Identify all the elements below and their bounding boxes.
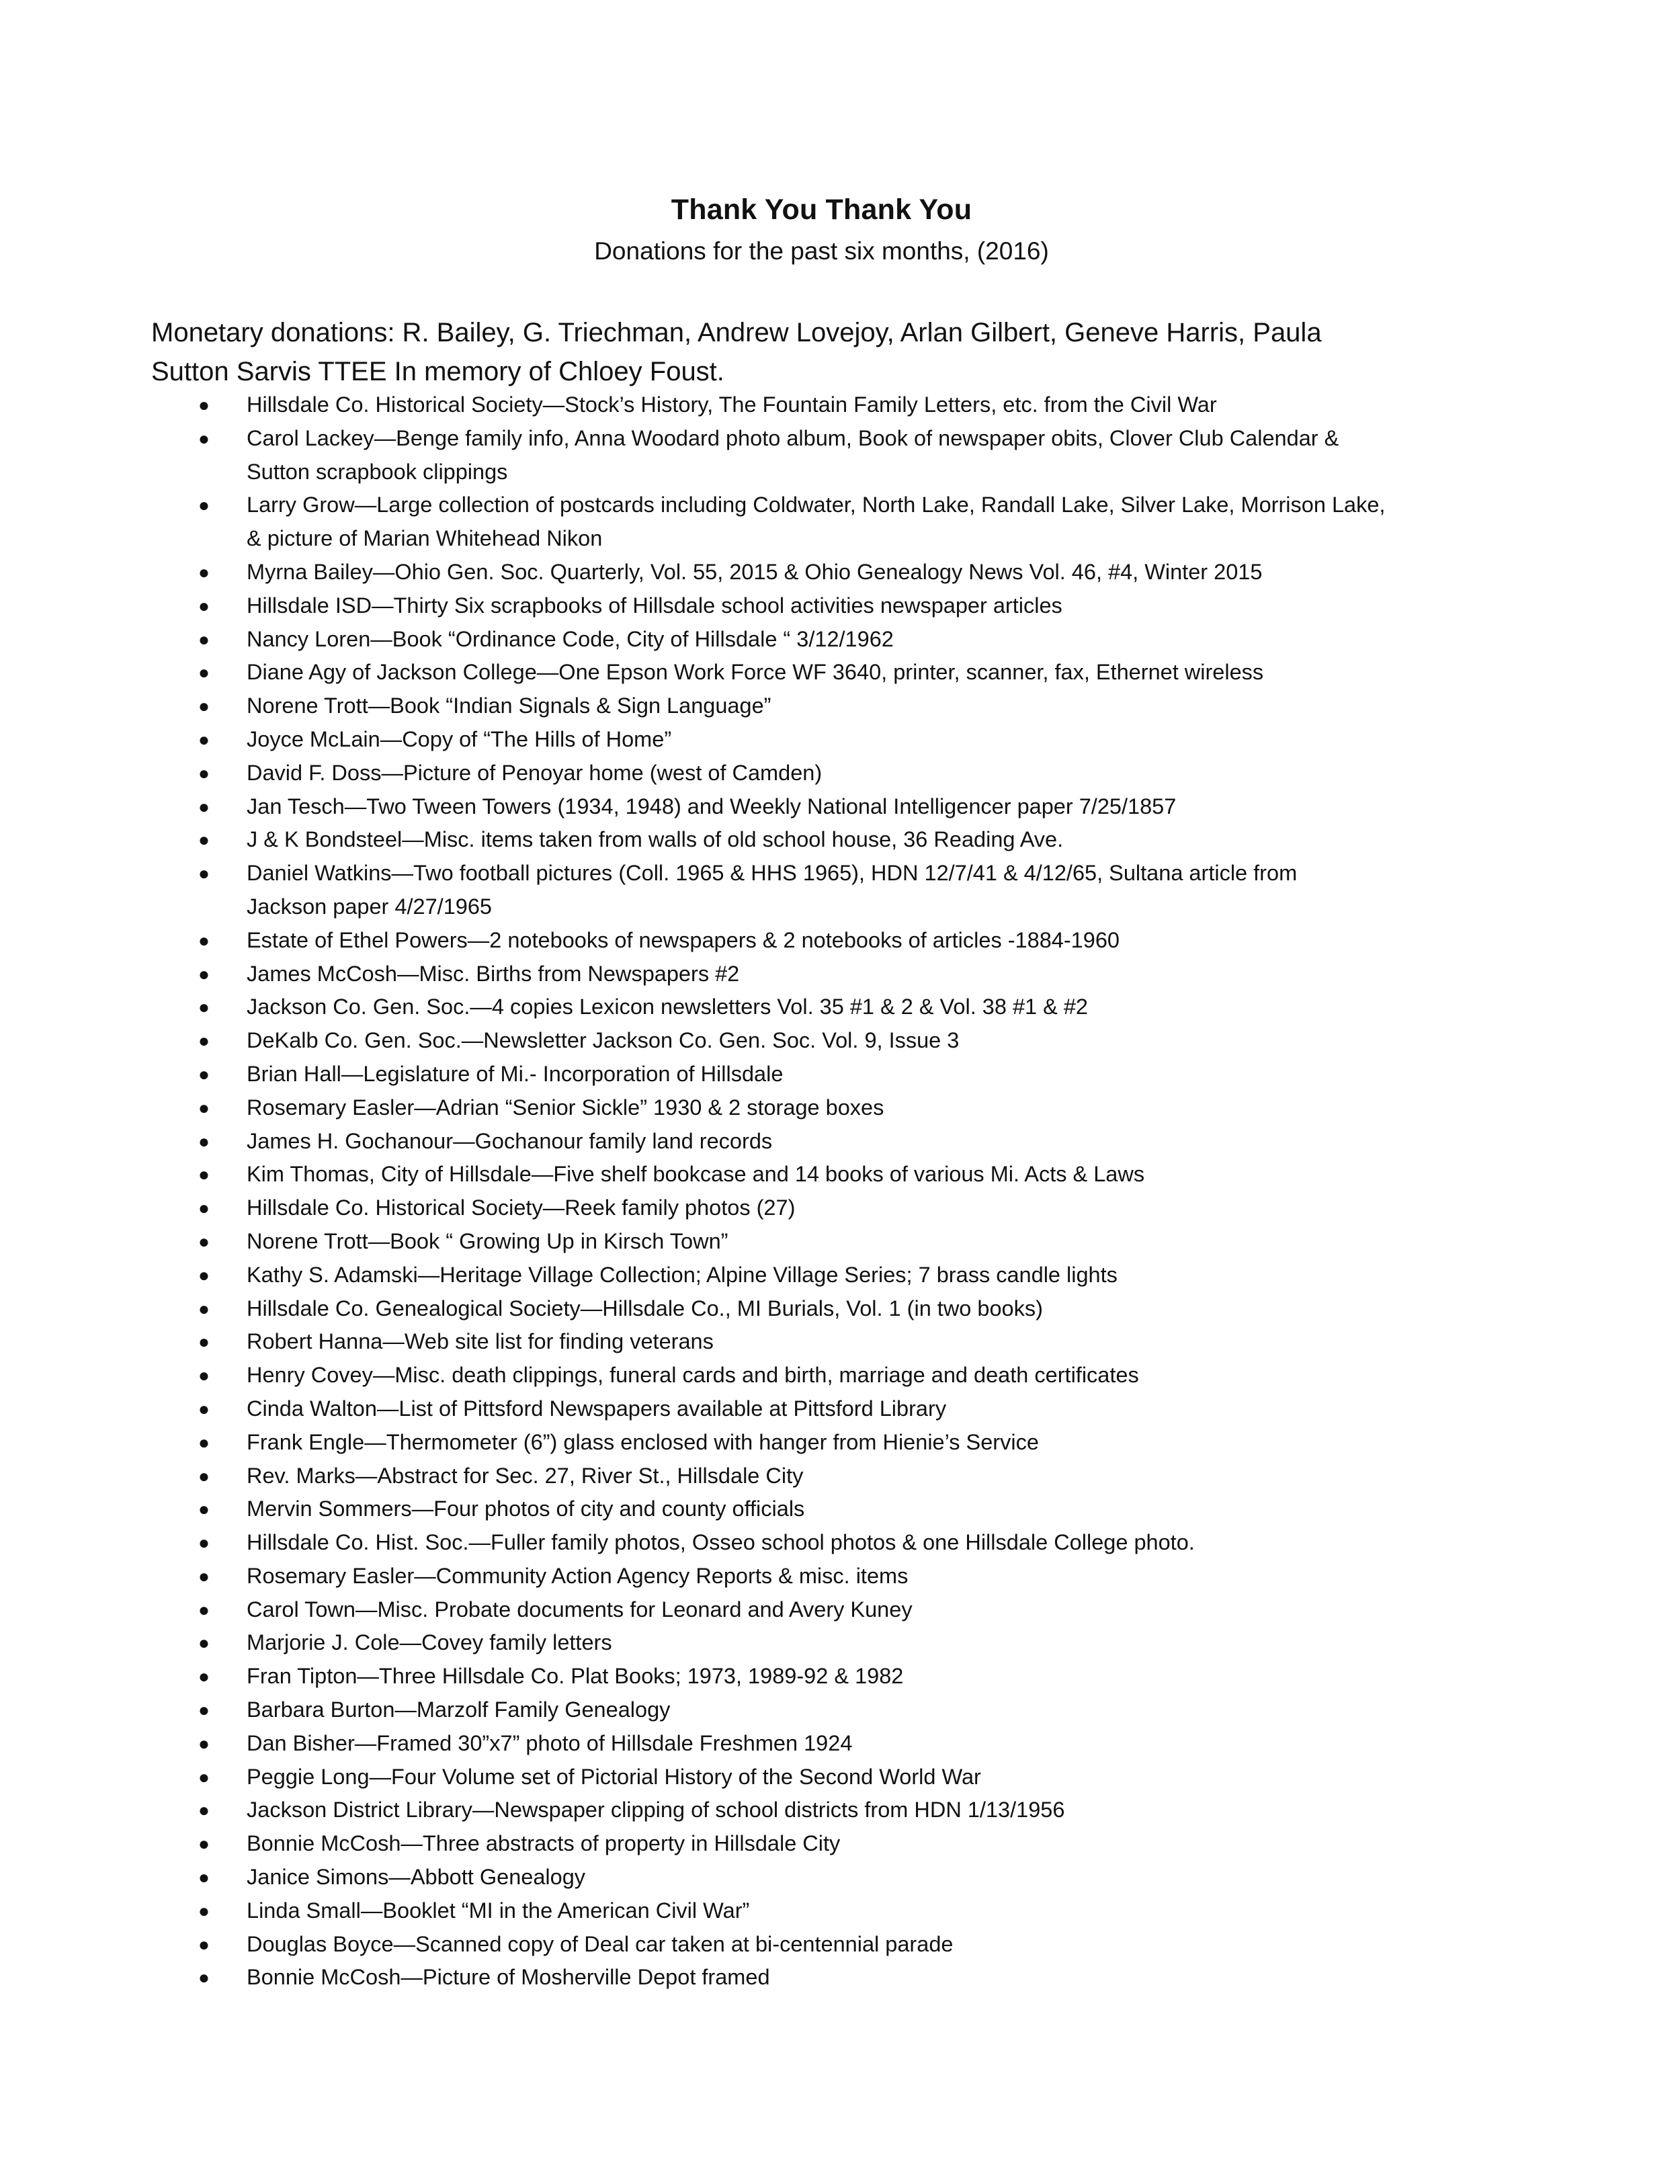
bullet-icon: ● — [198, 427, 210, 449]
list-item — [0, 689, 1510, 723]
list-item — [0, 1359, 1510, 1392]
bullet-icon: ● — [198, 1063, 210, 1085]
list-item — [0, 422, 1510, 489]
list-item-text: Hillsdale Co. Historical Society—Reek family photos (27) — [247, 1195, 796, 1220]
list-item-text: Robert Hanna—Web site list for finding veterans — [247, 1329, 714, 1354]
monetary-donations-paragraph — [151, 313, 1515, 391]
bullet-icon: ● — [198, 1398, 210, 1419]
list-item — [0, 656, 1510, 689]
list-item — [0, 857, 1510, 924]
list-item-text: Cinda Walton—List of Pittsford Newspapers available at Pittsford Library — [247, 1396, 947, 1421]
bullet-icon: ● — [198, 1298, 210, 1319]
list-item-text: Sutton scrapbook clippings — [247, 459, 508, 484]
bullet-icon: ● — [198, 662, 210, 683]
list-item-text: Diane Agy of Jackson College—One Epson Work Force WF 3640, printer, scanner, fax, Ethernet wireless — [247, 660, 1264, 685]
bullet-icon: ● — [198, 595, 210, 616]
list-item — [0, 1560, 1510, 1593]
bullet-icon: ● — [198, 1532, 210, 1554]
bullet-icon: ● — [198, 495, 210, 516]
list-item-text: Dan Bisher—Framed 30”x7” photo of Hillsdale Freshmen 1924 — [247, 1730, 853, 1755]
list-item-text: Janice Simons—Abbott Genealogy — [247, 1865, 586, 1890]
bullet-icon: ● — [198, 963, 210, 984]
page-title: Thank You Thank You — [671, 194, 972, 226]
bullet-icon: ● — [198, 1800, 210, 1821]
list-item-text: Marjorie J. Cole—Covey family letters — [247, 1630, 612, 1655]
list-item — [0, 623, 1510, 657]
list-item-text: Brian Hall—Legislature of Mi.- Incorporation of Hillsdale — [247, 1061, 784, 1086]
bullet-icon: ● — [198, 929, 210, 951]
list-item — [0, 1727, 1510, 1761]
list-item-text: Carol Town—Misc. Probate documents for Leonard and Avery Kuney — [247, 1597, 913, 1622]
bullet-icon: ● — [198, 1599, 210, 1620]
list-item-text: Hillsdale Co. Genealogical Society—Hillsdale Co., MI Burials, Vol. 1 (in two books) — [247, 1296, 1043, 1320]
list-item-text: Rosemary Easler—Adrian “Senior Sickle” 1930 & 2 storage boxes — [247, 1095, 884, 1120]
bullet-icon: ● — [198, 1097, 210, 1118]
bullet-icon: ● — [198, 1465, 210, 1486]
bullet-icon: ● — [198, 1900, 210, 1921]
list-item-text: Joyce McLain—Copy of “The Hills of Home” — [247, 726, 672, 751]
list-item — [0, 1961, 1510, 1994]
list-item — [0, 589, 1510, 623]
list-item — [0, 489, 1510, 556]
bullet-icon: ● — [198, 1499, 210, 1520]
bullet-icon: ● — [198, 1632, 210, 1654]
list-item — [0, 1158, 1510, 1191]
list-item-text: Henry Covey—Misc. death clippings, funeral cards and birth, marriage and death certificates — [247, 1363, 1139, 1388]
list-item — [0, 1024, 1510, 1058]
bullet-icon: ● — [198, 1331, 210, 1353]
bullet-icon: ● — [198, 628, 210, 650]
bullet-icon: ● — [198, 1933, 210, 1955]
page-subtitle: Donations for the past six months, (2016) — [594, 237, 1049, 265]
list-item-text: David F. Doss—Picture of Penoyar home (west of Camden) — [247, 760, 823, 785]
list-item-text: Larry Grow—Large collection of postcards including Coldwater, North Lake, Randall Lake, Silver Lake, Morrison Lake, — [247, 493, 1386, 517]
list-item-text: Rosemary Easler—Community Action Agency Reports & misc. items — [247, 1563, 909, 1588]
list-item-text: Peggie Long—Four Volume set of Pictorial History of the Second World War — [247, 1764, 981, 1789]
bullet-icon: ● — [198, 1264, 210, 1286]
list-item — [0, 388, 1510, 422]
list-item-text: Jackson Co. Gen. Soc.—4 copies Lexicon newsletters Vol. 35 #1 & 2 & Vol. 38 #1 & #2 — [247, 995, 1088, 1019]
list-item — [0, 1392, 1510, 1426]
bullet-icon: ● — [198, 1699, 210, 1721]
list-item-text: Rev. Marks—Abstract for Sec. 27, River St., Hillsdale City — [247, 1463, 804, 1488]
bullet-icon: ● — [198, 762, 210, 784]
bullet-icon: ● — [198, 1130, 210, 1152]
bullet-icon: ● — [198, 561, 210, 583]
list-item — [0, 1593, 1510, 1627]
bullet-icon: ● — [198, 1967, 210, 1988]
list-item-text: James McCosh—Misc. Births from Newspapers #2 — [247, 961, 740, 986]
list-item — [0, 823, 1510, 857]
list-item — [0, 1493, 1510, 1526]
list-item-text: Estate of Ethel Powers—2 notebooks of newspapers & 2 notebooks of articles -1884-1960 — [247, 927, 1120, 952]
list-item — [0, 1794, 1510, 1827]
bullet-icon: ● — [198, 1565, 210, 1587]
bullet-icon: ● — [198, 863, 210, 884]
list-item-text: Barbara Burton—Marzolf Family Genealogy — [247, 1697, 671, 1722]
list-item-text: Mervin Sommers—Four photos of city and county officials — [247, 1497, 805, 1521]
list-item-text: Linda Small—Booklet “MI in the American Civil War” — [247, 1898, 750, 1923]
list-item — [0, 1693, 1510, 1727]
list-item-text: Frank Engle—Thermometer (6”) glass enclosed with hanger from Hienie’s Service — [247, 1429, 1039, 1454]
bullet-icon: ● — [198, 1230, 210, 1252]
bullet-icon: ● — [198, 829, 210, 851]
list-item-text: Daniel Watkins—Two football pictures (Coll. 1965 & HHS 1965), HDN 12/7/41 & 4/12/65, Sultana article from — [247, 861, 1298, 886]
list-item-text: Nancy Loren—Book “Ordinance Code, City of Hillsdale “ 3/12/1962 — [247, 626, 894, 651]
list-item-text: Bonnie McCosh—Picture of Mosherville Depot framed — [247, 1965, 770, 1990]
list-item — [0, 1058, 1510, 1091]
list-item — [0, 1827, 1510, 1861]
list-item — [0, 723, 1510, 757]
bullet-icon: ● — [198, 1867, 210, 1888]
bullet-icon: ● — [198, 728, 210, 750]
list-item-text: Bonnie McCosh—Three abstracts of property in Hillsdale City — [247, 1831, 841, 1856]
list-item — [0, 1626, 1510, 1660]
list-item — [0, 991, 1510, 1024]
list-item-text: Hillsdale Co. Historical Society—Stock’s History, The Fountain Family Letters, etc. from the Civil War — [247, 392, 1217, 417]
list-item — [0, 958, 1510, 991]
bullet-icon: ● — [198, 1833, 210, 1855]
list-item — [0, 1325, 1510, 1359]
list-item — [0, 790, 1510, 824]
list-item-text: Hillsdale ISD—Thirty Six scrapbooks of Hillsdale school activities newspaper articles — [247, 593, 1062, 618]
list-item — [0, 1426, 1510, 1460]
bullet-icon: ● — [198, 1666, 210, 1687]
list-item — [0, 1225, 1510, 1259]
list-item — [0, 1259, 1510, 1292]
list-item-text: DeKalb Co. Gen. Soc.—Newsletter Jackson Co. Gen. Soc. Vol. 9, Issue 3 — [247, 1028, 960, 1053]
bullet-icon: ● — [198, 796, 210, 817]
list-item-text: Hillsdale Co. Hist. Soc.—Fuller family photos, Osseo school photos & one Hillsdale College photo. — [247, 1530, 1195, 1555]
list-item-text: Jackson District Library—Newspaper clipping of school districts from HDN 1/13/1956 — [247, 1798, 1065, 1822]
list-item — [0, 1894, 1510, 1928]
monetary-donations-line: Sutton Sarvis TTEE In memory of Chloey Foust. — [151, 357, 724, 386]
bullet-icon: ● — [198, 1164, 210, 1185]
list-item-text: Kim Thomas, City of Hillsdale—Five shelf bookcase and 14 books of various Mi. Acts & Laws — [247, 1162, 1145, 1187]
bullet-icon: ● — [198, 394, 210, 415]
list-item — [0, 1761, 1510, 1794]
list-item — [0, 1526, 1510, 1560]
bullet-icon: ● — [198, 1030, 210, 1052]
list-item — [0, 1191, 1510, 1225]
list-item — [0, 556, 1510, 589]
list-item — [0, 1091, 1510, 1125]
donations-list — [0, 388, 1680, 1994]
list-item-text: Norene Trott—Book “Indian Signals & Sign Language” — [247, 694, 771, 718]
bullet-icon: ● — [198, 997, 210, 1018]
monetary-donations-line: Monetary donations: R. Bailey, G. Triechman, Andrew Lovejoy, Arlan Gilbert, Geneve Harris, Paula — [151, 318, 1322, 347]
list-item — [0, 1292, 1510, 1326]
list-item-text: Jan Tesch—Two Tween Towers (1934, 1948) and Weekly National Intelligencer paper 7/25/1857 — [247, 794, 1177, 818]
list-item-text: Carol Lackey—Benge family info, Anna Woodard photo album, Book of newspaper obits, Clover Club Calendar & — [247, 425, 1339, 450]
bullet-icon: ● — [198, 696, 210, 717]
list-item-text: James H. Gochanour—Gochanour family land records — [247, 1128, 773, 1153]
bullet-icon: ● — [198, 1766, 210, 1788]
list-item-text: Douglas Boyce—Scanned copy of Deal car taken at bi-centennial parade — [247, 1931, 954, 1956]
list-item-text: J & K Bondsteel—Misc. items taken from walls of old school house, 36 Reading Ave. — [247, 827, 1064, 852]
bullet-icon: ● — [198, 1431, 210, 1453]
list-item — [0, 1125, 1510, 1159]
list-item — [0, 1928, 1510, 1962]
bullet-icon: ● — [198, 1732, 210, 1754]
list-item-text: Kathy S. Adamski—Heritage Village Collection; Alpine Village Series; 7 brass candle lights — [247, 1262, 1118, 1287]
list-item-text: Myrna Bailey—Ohio Gen. Soc. Quarterly, Vol. 55, 2015 & Ohio Genealogy News Vol. 46, #4, Winter 2015 — [247, 559, 1263, 584]
list-item — [0, 757, 1510, 790]
list-item-text: & picture of Marian Whitehead Nikon — [247, 526, 603, 551]
list-item — [0, 1460, 1510, 1493]
list-item-text: Fran Tipton—Three Hillsdale Co. Plat Books; 1973, 1989-92 & 1982 — [247, 1664, 904, 1689]
list-item-text: Jackson paper 4/27/1965 — [247, 894, 492, 919]
list-item — [0, 924, 1510, 958]
bullet-icon: ● — [198, 1365, 210, 1386]
list-item — [0, 1861, 1510, 1894]
bullet-icon: ● — [198, 1198, 210, 1219]
list-item-text: Norene Trott—Book “ Growing Up in Kirsch Town” — [247, 1228, 728, 1253]
list-item — [0, 1660, 1510, 1693]
